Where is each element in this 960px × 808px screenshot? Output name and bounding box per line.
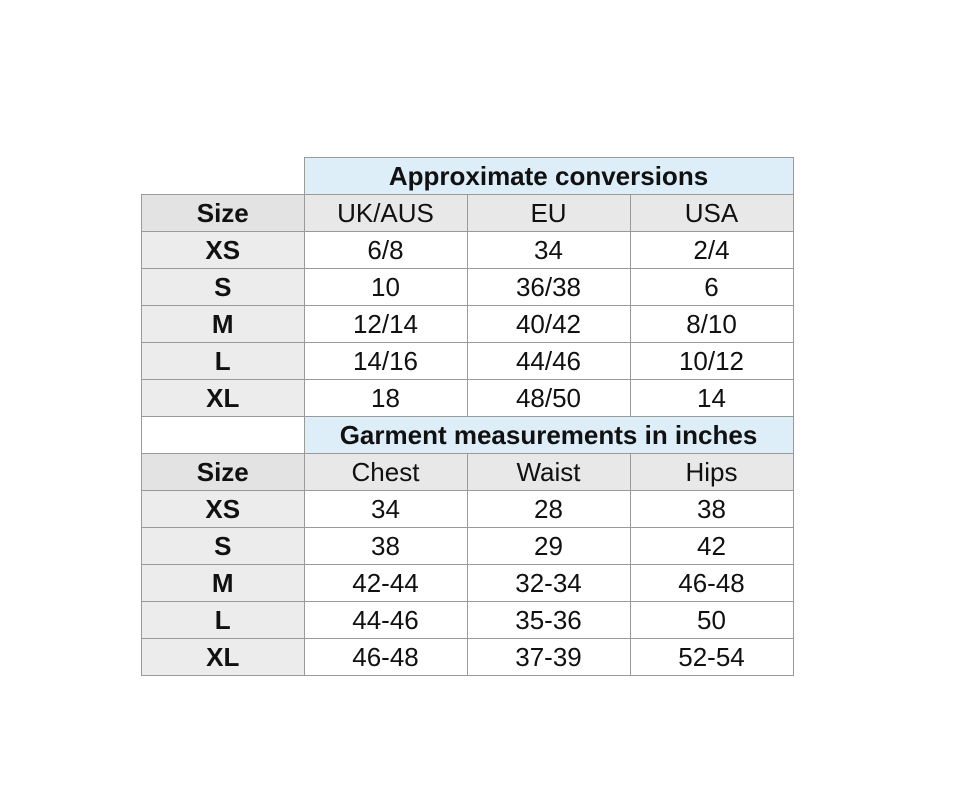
- value-cell: 2/4: [630, 232, 793, 269]
- value-cell: 32-34: [467, 565, 630, 602]
- value-cell: 35-36: [467, 602, 630, 639]
- column-header-usa: USA: [630, 195, 793, 232]
- table-row: [142, 232, 794, 269]
- blank-corner-cell: [142, 158, 305, 195]
- value-cell: 44-46: [304, 602, 467, 639]
- value-cell: 34: [467, 232, 630, 269]
- size-label-cell: XS: [142, 491, 305, 528]
- value-cell: 8/10: [630, 306, 793, 343]
- size-label-cell: XL: [142, 380, 305, 417]
- value-cell: 12/14: [304, 306, 467, 343]
- column-header-hips: Hips: [630, 454, 793, 491]
- value-cell: 40/42: [467, 306, 630, 343]
- value-cell: 14: [630, 380, 793, 417]
- table-row: [142, 269, 794, 306]
- value-cell: 18: [304, 380, 467, 417]
- table-row: [142, 306, 794, 343]
- size-label-cell: S: [142, 269, 305, 306]
- value-cell: 38: [304, 528, 467, 565]
- value-cell: 14/16: [304, 343, 467, 380]
- measurements-title: Garment measurements in inches: [304, 417, 793, 454]
- value-cell: 46-48: [304, 639, 467, 676]
- table-row: [142, 343, 794, 380]
- value-cell: 42: [630, 528, 793, 565]
- value-cell: 28: [467, 491, 630, 528]
- size-label-cell: M: [142, 306, 305, 343]
- value-cell: 6: [630, 269, 793, 306]
- value-cell: 50: [630, 602, 793, 639]
- value-cell: 48/50: [467, 380, 630, 417]
- size-label-cell: XS: [142, 232, 305, 269]
- table-row: [142, 565, 794, 602]
- value-cell: 46-48: [630, 565, 793, 602]
- table-row: [142, 380, 794, 417]
- conversions-title: Approximate conversions: [304, 158, 793, 195]
- table-row: [142, 602, 794, 639]
- column-header-uk-aus: UK/AUS: [304, 195, 467, 232]
- size-label-cell: XL: [142, 639, 305, 676]
- value-cell: 10/12: [630, 343, 793, 380]
- measurements-header-row: [142, 454, 794, 491]
- measurements-size-header: Size: [142, 454, 305, 491]
- value-cell: 6/8: [304, 232, 467, 269]
- size-label-cell: L: [142, 602, 305, 639]
- value-cell: 36/38: [467, 269, 630, 306]
- table-row: [142, 491, 794, 528]
- size-chart-table: [141, 157, 794, 676]
- measurements-title-row: [142, 417, 794, 454]
- value-cell: 42-44: [304, 565, 467, 602]
- table-row: [142, 639, 794, 676]
- column-header-waist: Waist: [467, 454, 630, 491]
- blank-spacer-cell: [142, 417, 305, 454]
- value-cell: 10: [304, 269, 467, 306]
- value-cell: 37-39: [467, 639, 630, 676]
- conversions-header-row: [142, 195, 794, 232]
- size-label-cell: M: [142, 565, 305, 602]
- column-header-chest: Chest: [304, 454, 467, 491]
- size-label-cell: S: [142, 528, 305, 565]
- value-cell: 44/46: [467, 343, 630, 380]
- value-cell: 38: [630, 491, 793, 528]
- table-row: [142, 528, 794, 565]
- conversions-size-header: Size: [142, 195, 305, 232]
- column-header-eu: EU: [467, 195, 630, 232]
- value-cell: 29: [467, 528, 630, 565]
- size-label-cell: L: [142, 343, 305, 380]
- value-cell: 34: [304, 491, 467, 528]
- value-cell: 52-54: [630, 639, 793, 676]
- conversions-title-row: [142, 158, 794, 195]
